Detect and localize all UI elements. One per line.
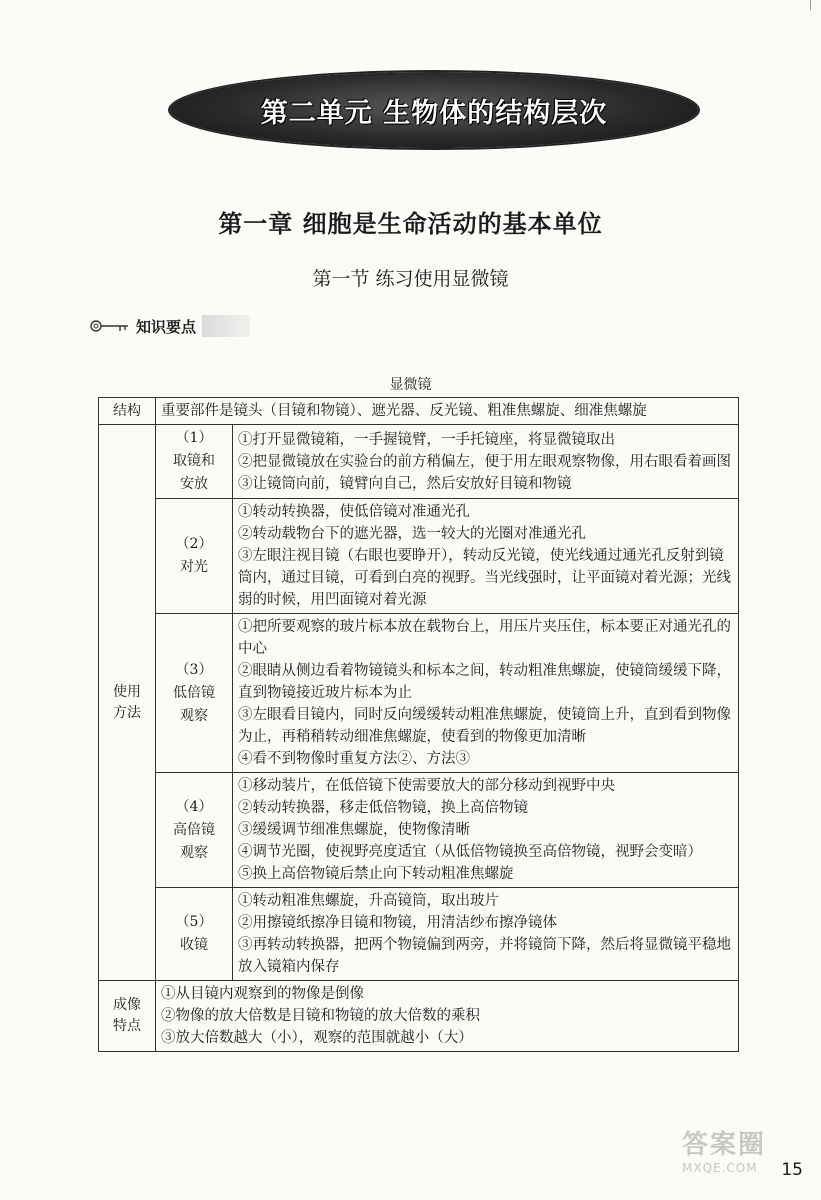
step-name-line1: 收镜 [180, 937, 208, 953]
step-label [156, 614, 233, 773]
step-label [156, 773, 233, 888]
structure-content: 重要部件是镜头（目镜和物镜）、遮光器、反光镜、粗准焦螺旋、细准焦螺旋 [156, 398, 739, 425]
knowledge-heading [90, 314, 250, 338]
usage-header-line1: 使用 [113, 683, 141, 700]
step-name-line1: 低倍镜 [173, 684, 215, 701]
step-content [233, 773, 739, 888]
step-instruction: ②转动转换器，移走低倍物镜，换上高倍物镜 [238, 800, 528, 816]
imaging-content [156, 981, 739, 1052]
watermark-text: 答案圈 [682, 1130, 767, 1160]
step-instruction: ①移动装片，在低倍镜下使需要放大的部分移动到视野中央 [238, 778, 615, 794]
chapter-title: 第一章 细胞是生命活动的基本单位 [218, 209, 603, 238]
step-instruction: ③再转动转换器，把两个物镜偏到两旁，并将镜筒下降，然后将显微镜平稳地放入镜箱内保存 [238, 937, 731, 975]
table-row-usage-step [99, 888, 739, 981]
step-instruction: ②用擦镜纸擦净目镜和物镜，用清洁纱布擦净镜体 [238, 915, 557, 931]
step-content [233, 888, 739, 981]
step-label [156, 888, 233, 981]
step-name-line1: 对光 [180, 559, 208, 575]
imaging-point: ②物像的放大倍数是目镜和物镜的放大倍数的乘积 [161, 1008, 480, 1024]
imaging-header-line1: 成像 [113, 997, 141, 1013]
table-row-usage-step [99, 499, 739, 614]
table-row-usage-step [99, 773, 739, 888]
step-instruction: ①转动粗准焦螺旋，升高镜筒，取出玻片 [238, 893, 499, 909]
heading-decoration [202, 315, 250, 337]
key-icon [90, 319, 130, 333]
step-instruction: ①转动转换器，使低倍镜对准通光孔 [238, 504, 470, 520]
step-number: （5） [175, 914, 213, 930]
step-name-line1: 取镜和 [173, 453, 215, 469]
step-label [156, 425, 233, 499]
unit-title-banner [170, 72, 698, 148]
row-header-structure: 结构 [99, 398, 156, 425]
row-header-usage [99, 425, 156, 981]
imaging-header-line2: 特点 [113, 1018, 141, 1034]
page-number: 15 [781, 1160, 803, 1180]
imaging-point: ①从目镜内观察到的物像是倒像 [161, 986, 364, 1002]
knowledge-label: 知识要点 [136, 317, 197, 336]
step-number: （2） [175, 536, 213, 552]
step-number: （1） [175, 430, 213, 446]
table-row-imaging [99, 981, 739, 1052]
step-instruction: ①打开显微镜箱，一手握镜臂，一手托镜座，将显微镜取出 [238, 431, 615, 448]
step-instruction: ③缓缓调节细准焦螺旋，使物像清晰 [238, 822, 470, 838]
step-instruction: ③左眼注视目镜（右眼也要睁开），转动反光镜，使光线通过通光孔反射到镜筒内，通过目镜，可看到白亮的视野。当光线强时，让平面镜对着光源；光线弱的时候，用凹面镜对着光源 [238, 548, 731, 608]
step-instruction: ④调节光圈，使视野亮度适宜（从低倍物镜换至高倍物镜，视野会变暗） [238, 844, 702, 860]
step-content [233, 425, 739, 499]
section-title: 第一节 练习使用显微镜 [312, 268, 509, 290]
page-corner-line [810, 0, 821, 10]
step-instruction: ②把显微镜放在实验台的前方稍偏左，便于用左眼观察物像，用右眼看着画图 [238, 453, 731, 470]
step-name-line2: 安放 [180, 476, 208, 492]
microscope-table [98, 397, 739, 1052]
table-row-usage-step [99, 614, 739, 773]
step-number: （3） [175, 661, 213, 678]
step-instruction: ②转动载物台下的遮光器，选一较大的光圈对准通光孔 [238, 526, 586, 542]
step-instruction: ⑤换上高倍物镜后禁止向下转动粗准焦螺旋 [238, 866, 514, 882]
step-name-line2: 观察 [180, 844, 208, 861]
row-header-imaging [99, 981, 156, 1052]
step-content [233, 614, 739, 773]
unit-title: 第二单元 生物体的结构层次 [260, 97, 608, 129]
step-instruction: ①把所要观察的玻片标本放在载物台上，用压片夹压住，标本要正对通光孔的中心 [238, 619, 731, 657]
step-instruction: ③让镜筒向前，镜臂向自己，然后安放好目镜和物镜 [238, 475, 572, 492]
step-content [233, 499, 739, 614]
step-instruction: ③左眼看目镜内，同时反向缓缓转动粗准焦螺旋，使镜筒上升，直到看到物像为止，再稍稍转动细准焦螺旋，使看到的物像更加清晰 [238, 707, 731, 745]
table-row-usage-step [99, 425, 739, 499]
usage-header-line2: 方法 [113, 704, 141, 721]
step-instruction: ④看不到物像时重复方法②、方法③ [238, 751, 470, 767]
watermark-url: MXQE.COM [682, 1161, 758, 1175]
step-instruction: ②眼睛从侧边看着物镜镜头和标本之间，转动粗准焦螺旋，使镜筒缓缓下降，直到物镜接近玻片标本为止 [238, 663, 731, 701]
step-number: （4） [175, 798, 213, 815]
table-row-structure [99, 398, 739, 425]
step-label [156, 499, 233, 614]
imaging-point: ③放大倍数越大（小），观察的范围就越小（大） [161, 1030, 473, 1046]
watermark-logo [682, 1124, 802, 1194]
step-name-line2: 观察 [180, 707, 208, 724]
step-name-line1: 高倍镜 [173, 821, 215, 838]
table-caption: 显微镜 [389, 377, 432, 393]
